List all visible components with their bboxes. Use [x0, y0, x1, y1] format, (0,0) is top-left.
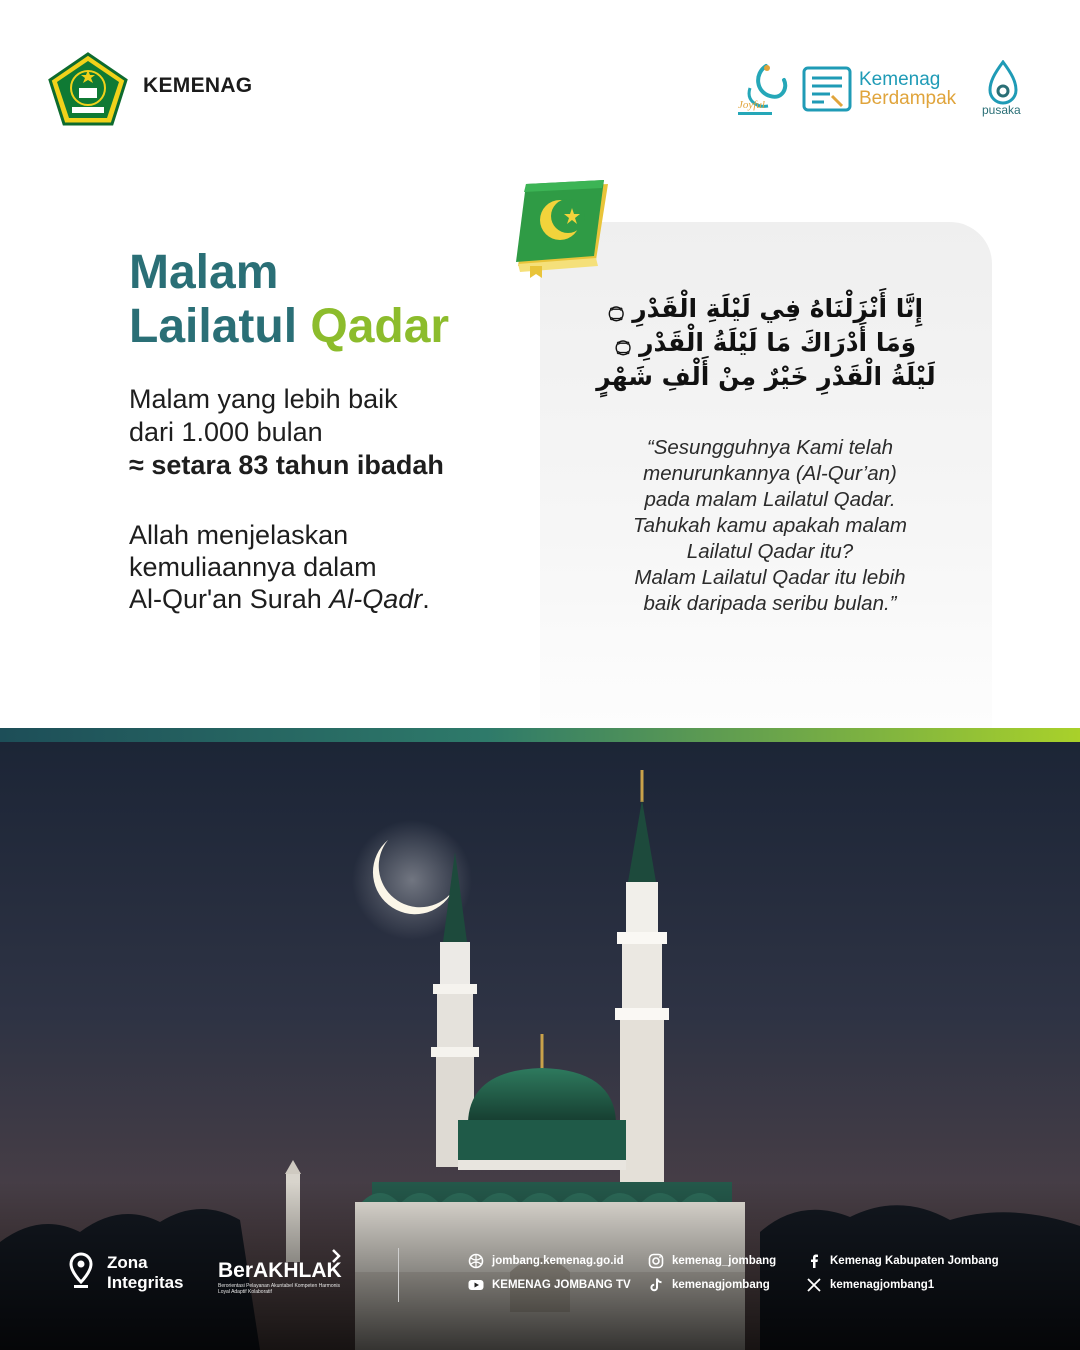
arabic-line-3: لَيْلَةُ الْقَدْرِ خَيْرٌ مِنْ أَلْفِ شَهْرٍ [596, 362, 936, 391]
title-line-1: Malam [129, 246, 279, 299]
arabic-verse [558, 292, 974, 394]
chevron-right-icon [330, 1248, 342, 1264]
svg-text:pusaka: pusaka [982, 103, 1021, 117]
explanation-paragraph [129, 519, 430, 615]
intro-line-1: Malam yang lebih baik [129, 384, 398, 414]
arabic-line-1: إِنَّا أَنْزَلْنَاهُ فِي لَيْلَةِ الْقَدْرِ ۝ [608, 294, 924, 323]
explanation-suffix: . [422, 584, 430, 614]
translation-line: Tahukah kamu apakah malam [633, 514, 907, 537]
svg-text:Joyful: Joyful [738, 99, 765, 111]
title-word-qadar: Qadar [310, 300, 450, 353]
footer-divider [398, 1248, 399, 1302]
instagram-text: kemenag_jombang [672, 1255, 777, 1267]
title-word-lailatul: Lailatul [129, 300, 298, 353]
instagram-link[interactable] [648, 1253, 776, 1269]
facebook-text: Kemenag Kabupaten Jombang [830, 1255, 999, 1267]
tiktok-link[interactable] [648, 1277, 770, 1293]
zona-label: Zona [107, 1253, 148, 1272]
globe-icon [468, 1253, 484, 1269]
facebook-link[interactable] [806, 1253, 999, 1269]
pusaka-icon [978, 60, 1028, 120]
kemenag-emblem-icon [48, 52, 128, 126]
page-title [129, 246, 449, 354]
berdampak-subtitle: Berdampak [859, 88, 957, 109]
translation-line: Malam Lailatul Qadar itu lebih [634, 566, 906, 589]
verse-translation [560, 435, 980, 617]
surah-name: Al-Qadr [329, 584, 423, 614]
intro-paragraph [129, 383, 444, 482]
translation-line: baik daripada seribu bulan.” [643, 592, 897, 615]
intro-line-2: dari 1.000 bulan [129, 417, 323, 447]
explanation-prefix: Al-Qur'an Surah [129, 584, 330, 614]
translation-line: pada malam Lailatul Qadar. [644, 488, 896, 511]
berdampak-icon [802, 66, 852, 112]
x-text: kemenagjombang1 [830, 1279, 935, 1291]
brand-name: KEMENAG [143, 74, 253, 97]
youtube-link[interactable] [468, 1277, 631, 1293]
footer-bar [0, 1232, 1080, 1350]
website-link[interactable] [468, 1253, 624, 1269]
integritas-label: Integritas [107, 1273, 184, 1292]
quran-book-icon [508, 178, 620, 280]
translation-line: “Sesungguhnya Kami telah [646, 436, 894, 459]
gradient-divider [0, 728, 1080, 742]
explanation-line-2: kemuliaannya dalam [129, 552, 377, 582]
youtube-icon [468, 1277, 484, 1293]
location-pin-icon [68, 1252, 94, 1290]
berakhlak-logo: BerAKHLAK [218, 1259, 342, 1282]
x-link[interactable] [806, 1277, 934, 1293]
youtube-text: KEMENAG JOMBANG TV [492, 1279, 631, 1291]
translation-line: Lailatul Qadar itu? [686, 540, 854, 563]
explanation-line-1: Allah menjelaskan [129, 520, 349, 550]
joyful-icon [736, 62, 792, 120]
explanation-line-3 [129, 583, 430, 615]
x-icon [806, 1277, 822, 1293]
title-line-2 [129, 300, 449, 354]
berakhlak-values: Berorientasi Pelayanan Akuntabel Kompeten Harmonis Loyal Adaptif Kolaboratif [218, 1283, 341, 1295]
website-text: jombang.kemenag.go.id [492, 1255, 624, 1267]
tiktok-text: kemenagjombang [672, 1279, 770, 1291]
facebook-icon [806, 1253, 822, 1269]
translation-line: menurunkannya (Al-Qur’an) [643, 462, 897, 485]
arabic-line-2: وَمَا أَدْرَاكَ مَا لَيْلَةُ الْقَدْرِ ۝ [615, 328, 917, 357]
tiktok-icon [648, 1277, 664, 1293]
intro-line-3: ≈ setara 83 tahun ibadah [129, 450, 444, 480]
instagram-icon [648, 1253, 664, 1269]
berdampak-title: Kemenag [859, 69, 941, 90]
